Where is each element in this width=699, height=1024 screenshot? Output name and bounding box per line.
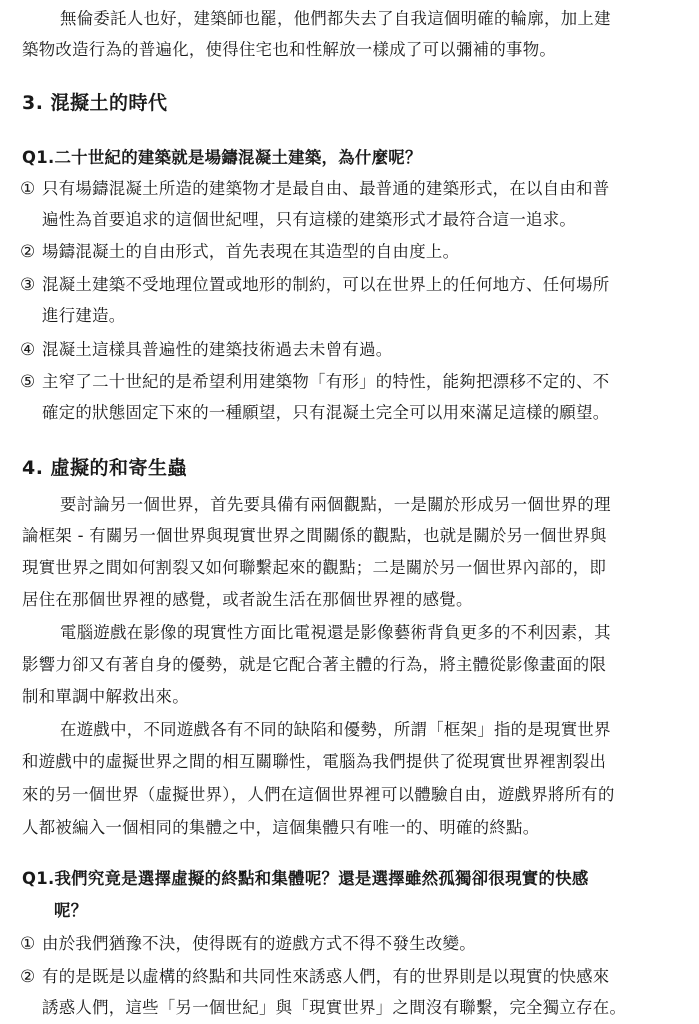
section-3-question: Q1.二十世紀的建築就是場鑄混凝土建築，為什麼呢？ [22, 148, 422, 167]
answer-line: 由於我們猶豫不決，使得既有的遊戲方式不得不發生改變。 [42, 934, 476, 953]
answer-marker: ② [20, 967, 36, 987]
answer-line: 誘惑人們，這些「另一個世紀」與「現實世界」之間沒有聯繫，完全獨立存在。 [42, 998, 627, 1017]
answer-marker: ① [20, 934, 36, 954]
answer-line: 混凝土建築不受地理位置或地形的制約，可以在世界上的任何地方、任何場所 [42, 275, 610, 294]
section-4-question-cont: 呢？ [54, 901, 88, 920]
section-3-heading: 3. 混擬土的時代 [22, 92, 168, 114]
answer-marker: ⑤ [20, 372, 36, 392]
paragraph-line: 在遊戲中，不同遊戲各有不同的缺陷和優勢，所謂「框架」指的是現實世界 [60, 720, 611, 739]
paragraph-line: 現實世界之間如何割裂又如何聯繫起來的觀點；二是關於另一個世界內部的，即 [22, 558, 607, 577]
intro-line-1: 無倫委託人也好，建築師也罷，他們都失去了自我這個明確的輪廓，加上建 [60, 9, 611, 28]
section-4-question: Q1.我們究竟是選擇虛擬的終點和集體呢？還是選擇雖然孤獨卻很現實的快感 [22, 869, 589, 888]
paragraph-line: 居住在那個世界裡的感覺，或者說生活在那個世界裡的感覺。 [22, 590, 473, 609]
paragraph-line: 和遊戲中的虛擬世界之間的相互關聯性，電腦為我們提供了從現實世界裡割裂出 [22, 752, 607, 771]
answer-line: 主窄了二十世紀的是希望利用建築物「有形」的特性，能夠把漂移不定的、不 [42, 372, 610, 391]
answer-line: 進行建造。 [42, 306, 126, 325]
paragraph-line: 電腦遊戲在影像的現實性方面比電視還是影像藝術背負更多的不利因素，其 [60, 623, 611, 642]
answer-line: 遍性為首要追求的這個世紀哩，只有這樣的建築形式才最符合這一追求。 [42, 210, 577, 229]
paragraph-line: 人都被編入一個相同的集體之中，這個集體只有唯一的、明確的終點。 [22, 818, 540, 837]
answer-marker: ④ [20, 340, 36, 360]
answer-marker: ② [20, 242, 36, 262]
section-4-heading: 4. 虛擬的和寄生蟲 [22, 457, 188, 479]
paragraph-line: 影響力卻又有著自身的優勢，就是它配合著主體的行為，將主體從影像畫面的限 [22, 655, 607, 674]
answer-line: 場鑄混凝土的自由形式，首先表現在其造型的自由度上。 [42, 242, 460, 261]
answer-line: 混凝土這樣具普遍性的建築技術過去未曾有過。 [42, 340, 393, 359]
paragraph-line: 來的另一個世界（虛擬世界），人們在這個世界裡可以體驗自由，遊戲界將所有的 [22, 785, 615, 804]
paragraph-line: 論框架 - 有關另一個世界與現實世界之間關係的觀點，也就是關於另一個世界與 [22, 526, 607, 545]
answer-line: 只有場鑄混凝土所造的建築物才是最自由、最普通的建築形式，在以自由和普 [42, 179, 610, 198]
answer-marker: ① [20, 179, 36, 199]
answer-line: 確定的狀態固定下來的一種願望，只有混凝土完全可以用來滿足這樣的願望。 [42, 403, 610, 422]
paragraph-line: 要討論另一個世界，首先要具備有兩個觀點，一是關於形成另一個世界的理 [60, 495, 611, 514]
intro-line-2: 築物改造行為的普遍化，使得住宅也和性解放一樣成了可以彌補的事物。 [22, 40, 557, 59]
paragraph-line: 制和單調中解救出來。 [22, 687, 189, 706]
answer-line: 有的是既是以虛構的終點和共同性來誘惑人們，有的世界則是以現實的快感來 [42, 967, 610, 986]
answer-marker: ③ [20, 275, 36, 295]
